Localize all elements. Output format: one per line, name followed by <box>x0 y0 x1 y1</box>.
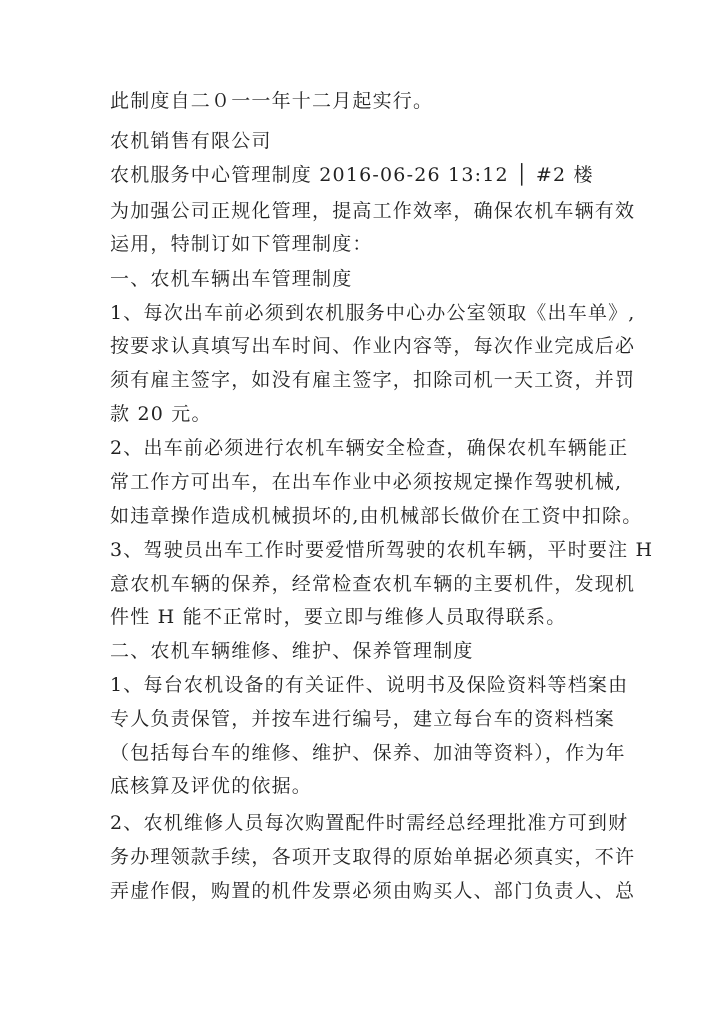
text-line: 2、出车前必须进行农机车辆安全检查，确保农机车辆能正 <box>110 437 629 459</box>
section-heading-dispatch: 一、农机车辆出车管理制度 <box>110 268 353 290</box>
text-line: 款 20 元。 <box>110 403 212 425</box>
text-line: 按要求认真填写出车时间、作业内容等，每次作业完成后必 <box>110 335 636 357</box>
text-line: 常工作方可出车，在出车作业中必须按规定操作驾驶机械, <box>110 471 623 493</box>
text-line: 须有雇主签字，如没有雇主签字，扣除司机一天工资，并罚 <box>110 369 636 391</box>
text-line: 务办理领款手续，各项开支取得的原始单据必须真实，不许 <box>110 846 636 868</box>
text-line: 专人负责保管，并按车进行编号，建立每台车的资料档案 <box>110 708 616 730</box>
text-line: 意农机车辆的保养，经常检查农机车辆的主要机件，发现机 <box>110 573 636 595</box>
section-heading-maintenance: 二、农机车辆维修、维护、保养管理制度 <box>110 640 474 662</box>
text-line: 如违章操作造成机械损坏的,由机械部长做价在工资中扣除。 <box>110 505 643 527</box>
text-line: 弄虚作假，购置的机件发票必须由购买人、部门负责人、总 <box>110 880 636 902</box>
text-line: 件性 H 能不正常时，要立即与维修人员取得联系。 <box>110 606 567 628</box>
text-line-company-name: 农机销售有限公司 <box>110 130 272 152</box>
text-line: 运用，特制订如下管理制度： <box>110 233 373 255</box>
text-line: 1、每次出车前必须到农机服务中心办公室领取《出车单》, <box>110 302 636 324</box>
text-line: 3、驾驶员出车工作时要爱惜所驾驶的农机车辆，平时要注 H <box>110 539 654 561</box>
text-line: （包括每台车的维修、维护、保养、加油等资料），作为年 <box>110 742 626 764</box>
text-line: 底核算及评优的依据。 <box>110 775 313 797</box>
text-line-effective-date: 此制度自二０一一年十二月起实行。 <box>110 90 434 112</box>
text-line: 2、农机维修人员每次购置配件时需经总经理批准方可到财 <box>110 812 629 834</box>
text-line-post-header: 农机服务中心管理制度 2016-06-26 13:12 │ #2 楼 <box>110 164 594 186</box>
text-line: 1、每台农机设备的有关证件、说明书及保险资料等档案由 <box>110 674 629 696</box>
text-line: 为加强公司正规化管理，提高工作效率，确保农机车辆有效 <box>110 200 636 222</box>
